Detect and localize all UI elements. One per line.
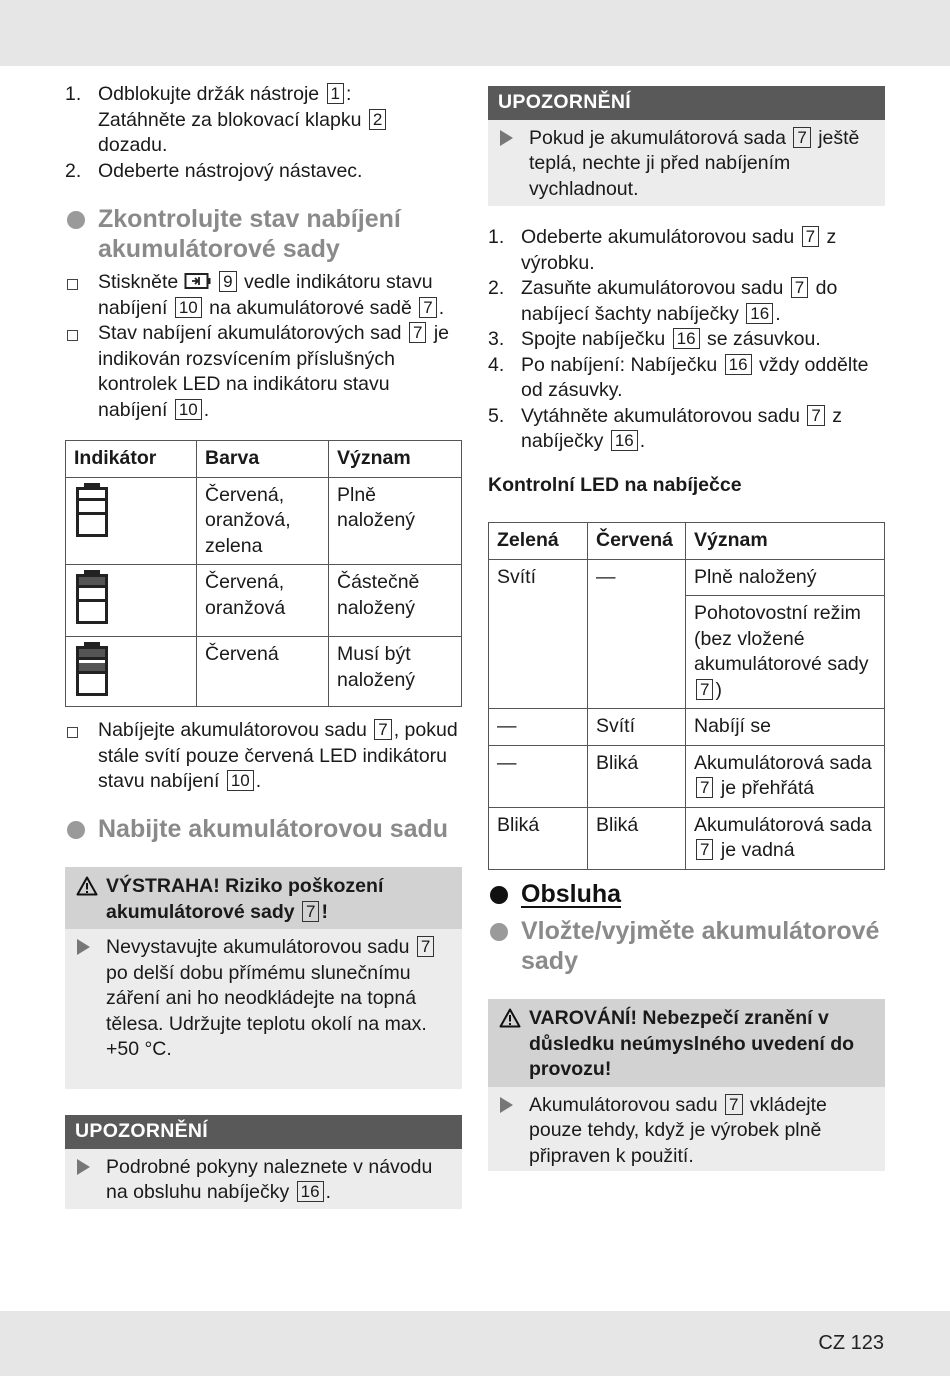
heading-dot-icon <box>67 821 85 839</box>
table-header: Zelená <box>489 523 588 560</box>
heading-check-charge: Zkontrolujte stav nabíjení akumulátorové sady <box>65 204 462 264</box>
table-row: Červená, oranžová Částečně naložený <box>66 565 462 637</box>
ref-box: 16 <box>673 328 700 349</box>
charging-steps <box>488 225 885 455</box>
warning-item: Akumulátorovou sadu 7 vkládejte pouze tehdy, když je výrobek plně připraven k použití. <box>488 1087 885 1175</box>
ref-box: 7 <box>807 405 824 426</box>
page-number: CZ 123 <box>818 1332 884 1354</box>
table-row: Pohotovostní režim (bez vložené akumulátorové sady 7 ) <box>489 596 885 709</box>
page-top-band <box>0 0 950 66</box>
table-header: Význam <box>686 523 885 560</box>
table-row: Červená Musí být naložený <box>66 637 462 707</box>
led-table <box>488 522 885 870</box>
heading-dot-icon <box>490 923 508 941</box>
warning-triangle-icon <box>499 1008 521 1028</box>
ref-box: 7 <box>302 901 319 922</box>
ref-box: 16 <box>725 354 752 375</box>
ref-box: 7 <box>374 719 391 740</box>
warning-item: Nevystavujte akumulátorovou sadu 7 po delší dobu přímému slunečnímu záření ani ho neodkládejte na topná tělesa. Udržujte teplotu okolí na max. +50 °C. <box>65 929 462 1068</box>
bullet-item: Stav nabíjení akumulátorových sad 7 je indikován rozsvícením příslušných kontrolek LED na indikátoru stavu nabíjení 10 . <box>65 321 462 423</box>
heading-obsluha: Obsluha <box>488 879 885 909</box>
ref-box: 7 <box>802 226 819 247</box>
ref-box: 10 <box>175 297 202 318</box>
step: 4. Po nabíjení: Nabíječku 16 vždy oddělte od zásuvky. <box>488 353 869 401</box>
warning-header: VAROVÁNÍ! Nebezpečí zranění v důsledku neúmyslného uvedení do provozu! <box>488 999 885 1087</box>
arrow-bullet-icon <box>77 1159 90 1175</box>
step-1: 1. Odblokujte držák nástroje 1 : Zatáhněte za blokovací klapku 2 dozadu. <box>65 82 462 159</box>
step: 2. Zasuňte akumulátorovou sadu 7 do nabíjecí šachty nabíječky 16 . <box>488 277 838 325</box>
ref-box: 7 <box>417 936 434 957</box>
led-heading: Kontrolní LED na nabíječce <box>488 474 742 496</box>
ref-box: 16 <box>746 303 773 324</box>
ref-box: 7 <box>725 1094 742 1115</box>
heading-insert-remove: Vložte/vyjměte akumulátorové sady <box>488 916 885 976</box>
notice-item: Podrobné pokyny naleznete v návodu na obsluhu nabíječky 16 . <box>65 1149 462 1211</box>
ref-box: 9 <box>219 271 236 292</box>
arrow-bullet-icon <box>77 939 90 955</box>
removal-steps <box>65 82 462 184</box>
table-row: — Svítí Nabíjí se <box>489 709 885 746</box>
table-row: Bliká Bliká Akumulátorová sada 7 je vadná <box>489 807 885 869</box>
step: 1. Odeberte akumulátorovou sadu 7 z výrobku. <box>488 226 837 274</box>
ref-box: 7 <box>696 679 713 700</box>
notice-header: UPOZORNĚNÍ <box>488 86 885 120</box>
battery-button-icon <box>184 272 212 290</box>
ref-box: 16 <box>611 430 638 451</box>
check-bullets <box>65 270 462 423</box>
square-bullet-icon <box>67 279 78 290</box>
step-2: 2. Odeberte nástrojový nástavec. <box>65 159 363 182</box>
battery-indicator-icon <box>76 570 108 624</box>
arrow-bullet-icon <box>500 1097 513 1113</box>
table-header: Barva <box>197 441 329 478</box>
warning-box <box>488 999 885 1171</box>
arrow-bullet-icon <box>500 130 513 146</box>
ref-box: 7 <box>419 297 436 318</box>
warning-box <box>65 867 462 1089</box>
page-footer <box>0 1311 950 1376</box>
bullet-item: Stiskněte 9 vedle indikátoru stavu nabíjení 10 na akumulátorové sadě 7 . <box>65 270 462 321</box>
ref-box: 7 <box>696 839 713 860</box>
square-bullet-icon <box>67 330 78 341</box>
warning-header: VÝSTRAHA! Riziko poškození akumulátorové sady 7 ! <box>65 867 462 929</box>
table-header: Červená <box>588 523 686 560</box>
ref-box: 16 <box>297 1181 324 1202</box>
heading-charge-battery: Nabijte akumulátorovou sadu <box>65 814 462 844</box>
warning-triangle-icon <box>76 876 98 896</box>
ref-box: 7 <box>791 277 808 298</box>
ref-box: 7 <box>409 322 426 343</box>
notice-header: UPOZORNĚNÍ <box>65 1115 462 1149</box>
battery-indicator-icon <box>76 642 108 696</box>
battery-indicator-icon <box>76 483 108 537</box>
charge-bullet: Nabíjejte akumulátorovou sadu 7 , pokud stále svítí pouze červená LED indikátoru stavu nabíjení 10 . <box>65 718 462 795</box>
ref-box: 7 <box>696 777 713 798</box>
ref-box: 7 <box>793 127 810 148</box>
notice-box <box>488 86 885 206</box>
table-row: Červená, oranžová, zelena Plně naložený <box>66 477 462 565</box>
table-header: Význam <box>329 441 462 478</box>
square-bullet-icon <box>67 727 78 738</box>
ref-box: 10 <box>227 770 254 791</box>
step: 5. Vytáhněte akumulátorovou sadu 7 z nabíječky 16 . <box>488 404 843 452</box>
table-header: Indikátor <box>66 441 197 478</box>
ref-box: 10 <box>175 399 202 420</box>
notice-box <box>65 1115 462 1209</box>
heading-dot-icon <box>67 211 85 229</box>
table-row: — Bliká Akumulátorová sada 7 je přehřátá <box>489 745 885 807</box>
step: 3. Spojte nabíječku 16 se zásuvkou. <box>488 328 821 350</box>
indicator-table <box>65 440 462 707</box>
table-row: Svítí — Plně naložený <box>489 559 885 596</box>
heading-dot-icon <box>490 886 508 904</box>
ref-box: 2 <box>369 109 386 130</box>
notice-item: Pokud je akumulátorová sada 7 ještě teplá, nechte ji před nabíjením vychladnout. <box>488 120 885 208</box>
ref-box: 1 <box>327 83 344 104</box>
